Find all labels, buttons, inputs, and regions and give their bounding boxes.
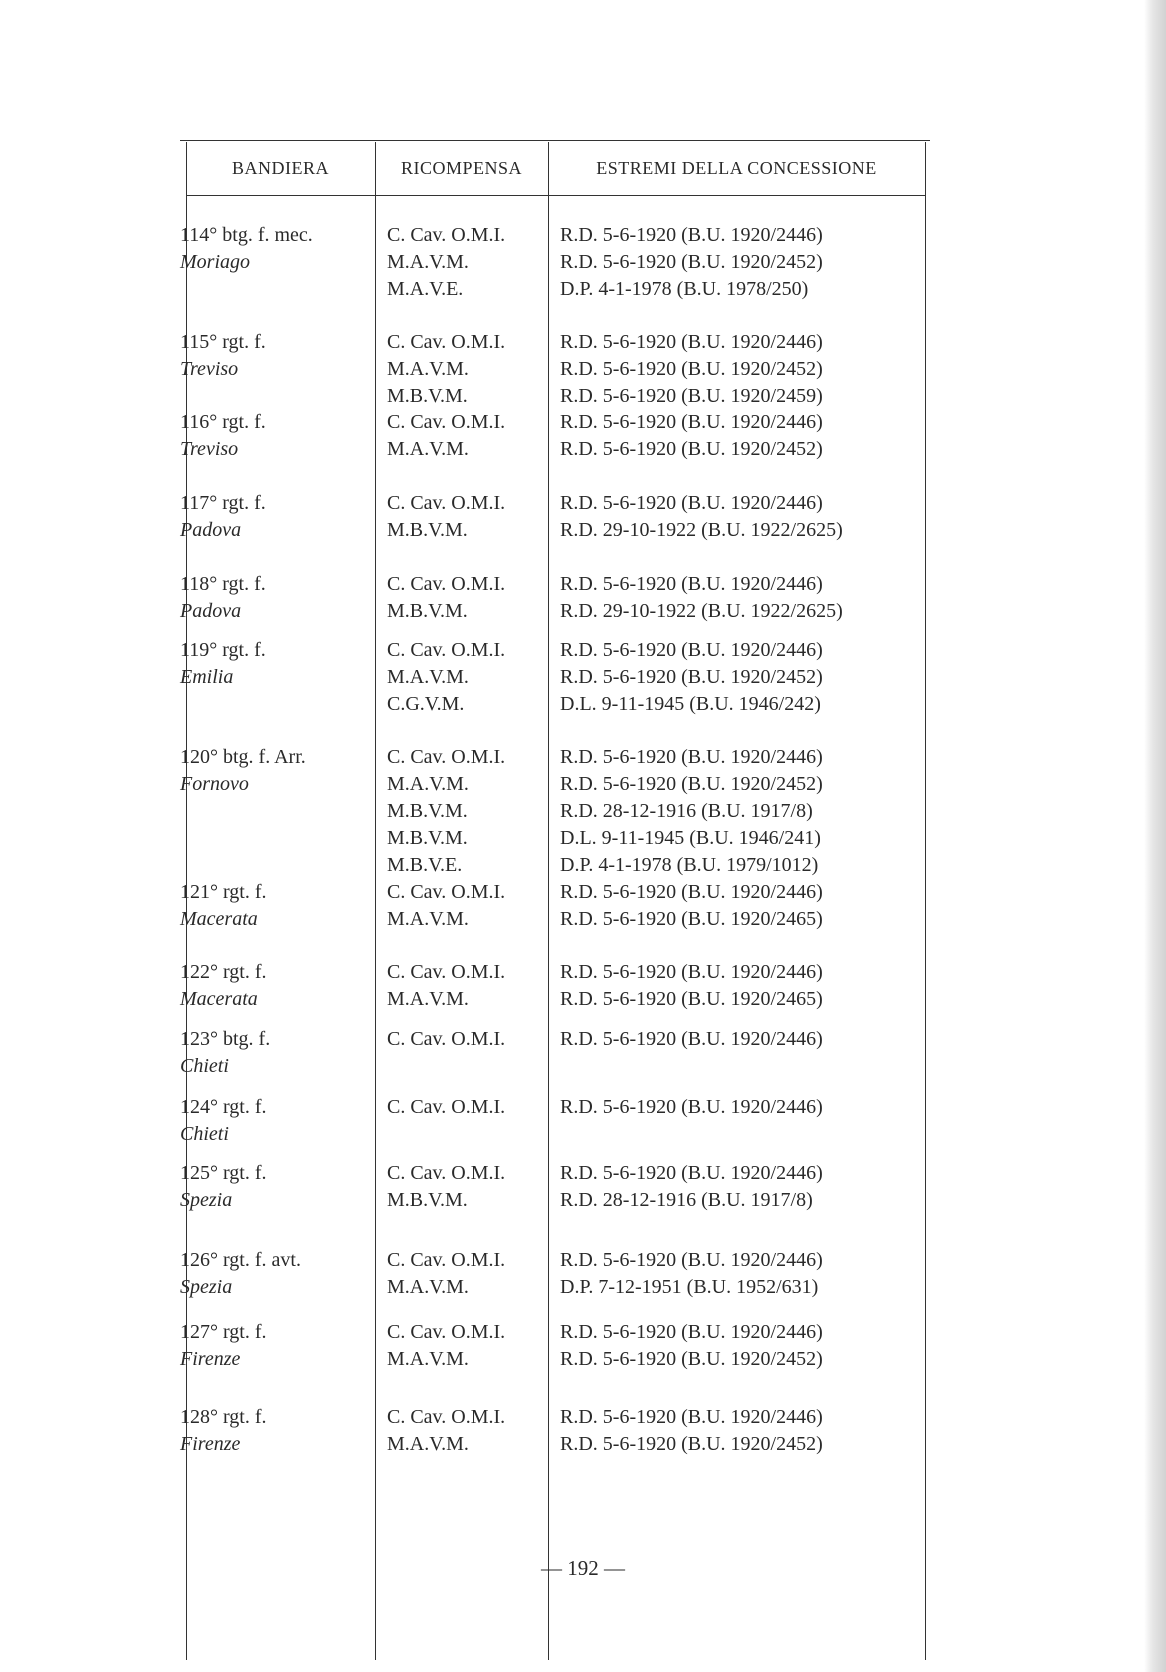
unit-name: 117° rgt. f. bbox=[180, 492, 266, 514]
estremi-cell bbox=[560, 637, 823, 718]
table-row bbox=[180, 1094, 930, 1160]
table-row bbox=[180, 1026, 930, 1094]
bandiera-cell bbox=[180, 637, 266, 691]
award-line: M.A.V.M. bbox=[387, 666, 469, 688]
estremi-cell bbox=[560, 879, 823, 933]
award-line: C. Cav. O.M.I. bbox=[387, 1406, 506, 1428]
ricompensa-cell bbox=[387, 1247, 505, 1301]
estremi-cell bbox=[560, 744, 823, 879]
concession-reference: R.D. 5-6-1920 (B.U. 1920/2446) bbox=[560, 1321, 823, 1343]
table-body bbox=[180, 222, 930, 1464]
award-line: M.A.V.E. bbox=[387, 278, 464, 300]
concession-reference: R.D. 5-6-1920 (B.U. 1920/2452) bbox=[560, 1348, 823, 1370]
bandiera-cell bbox=[180, 1404, 267, 1458]
ricompensa-cell bbox=[387, 744, 505, 879]
unit-place: Padova bbox=[180, 519, 242, 541]
estremi-cell bbox=[560, 222, 823, 303]
concession-reference: R.D. 28-12-1916 (B.U. 1917/8) bbox=[560, 800, 813, 822]
ricompensa-cell bbox=[387, 1319, 505, 1373]
unit-name: 123° btg. f. bbox=[180, 1028, 271, 1050]
unit-place: Macerata bbox=[180, 908, 258, 930]
ricompensa-cell bbox=[387, 571, 505, 625]
ricompensa-cell bbox=[387, 329, 505, 410]
table-row bbox=[180, 1404, 930, 1464]
concession-reference: R.D. 5-6-1920 (B.U. 1920/2446) bbox=[560, 961, 823, 983]
table-row bbox=[180, 409, 930, 490]
table-row bbox=[180, 1319, 930, 1404]
unit-name: 119° rgt. f. bbox=[180, 639, 266, 661]
concession-reference: R.D. 5-6-1920 (B.U. 1920/2452) bbox=[560, 438, 823, 460]
award-line: C. Cav. O.M.I. bbox=[387, 961, 506, 983]
bandiera-cell bbox=[180, 1160, 267, 1214]
table-row bbox=[180, 1160, 930, 1247]
award-line: M.B.V.M. bbox=[387, 385, 468, 407]
concession-reference: D.L. 9-11-1945 (B.U. 1946/241) bbox=[560, 827, 821, 849]
unit-name: 118° rgt. f. bbox=[180, 573, 266, 595]
award-line: C. Cav. O.M.I. bbox=[387, 492, 506, 514]
ricompensa-cell bbox=[387, 1404, 505, 1458]
unit-place: Padova bbox=[180, 600, 242, 622]
concession-reference: R.D. 5-6-1920 (B.U. 1920/2446) bbox=[560, 639, 823, 661]
concession-reference: R.D. 5-6-1920 (B.U. 1920/2465) bbox=[560, 908, 823, 930]
bandiera-cell bbox=[180, 959, 267, 1013]
award-line: C. Cav. O.M.I. bbox=[387, 1096, 506, 1118]
bandiera-cell bbox=[180, 744, 306, 798]
table-row bbox=[180, 1247, 930, 1319]
award-line: M.B.V.M. bbox=[387, 519, 468, 541]
estremi-cell bbox=[560, 1319, 823, 1373]
award-line: C.G.V.M. bbox=[387, 693, 465, 715]
award-line: C. Cav. O.M.I. bbox=[387, 1162, 506, 1184]
concession-reference: R.D. 5-6-1920 (B.U. 1920/2446) bbox=[560, 1028, 823, 1050]
ricompensa-cell bbox=[387, 1026, 505, 1053]
concession-reference: R.D. 29-10-1922 (B.U. 1922/2625) bbox=[560, 600, 843, 622]
unit-place: Emilia bbox=[180, 666, 234, 688]
award-line: M.A.V.M. bbox=[387, 908, 469, 930]
bandiera-cell bbox=[180, 1026, 270, 1080]
bandiera-cell bbox=[180, 329, 266, 383]
bandiera-cell bbox=[180, 1247, 301, 1301]
concession-reference: R.D. 5-6-1920 (B.U. 1920/2459) bbox=[560, 385, 823, 407]
award-line: M.A.V.M. bbox=[387, 773, 469, 795]
header-ricompensa: RICOMPENSA bbox=[400, 158, 523, 178]
page-number: — 192 — bbox=[541, 1556, 625, 1580]
table-row bbox=[180, 222, 930, 329]
ricompensa-cell bbox=[387, 959, 505, 1013]
header-bandiera: BANDIERA bbox=[232, 158, 329, 178]
award-line: M.B.V.E. bbox=[387, 854, 463, 876]
award-line: C. Cav. O.M.I. bbox=[387, 1321, 506, 1343]
concession-reference: R.D. 5-6-1920 (B.U. 1920/2446) bbox=[560, 1096, 823, 1118]
concession-reference: R.D. 5-6-1920 (B.U. 1920/2446) bbox=[560, 1249, 823, 1271]
award-line: M.A.V.M. bbox=[387, 251, 469, 273]
award-line: M.B.V.M. bbox=[387, 1189, 468, 1211]
concession-reference: R.D. 28-12-1916 (B.U. 1917/8) bbox=[560, 1189, 813, 1211]
concession-reference: R.D. 5-6-1920 (B.U. 1920/2446) bbox=[560, 411, 823, 433]
bandiera-cell bbox=[180, 571, 266, 625]
unit-name: 121° rgt. f. bbox=[180, 881, 267, 903]
concession-reference: R.D. 5-6-1920 (B.U. 1920/2446) bbox=[560, 881, 823, 903]
table-row bbox=[180, 490, 930, 571]
award-line: M.B.V.M. bbox=[387, 827, 468, 849]
ricompensa-cell bbox=[387, 879, 505, 933]
table-row bbox=[180, 744, 930, 879]
concession-reference: R.D. 5-6-1920 (B.U. 1920/2446) bbox=[560, 1406, 823, 1428]
table-row bbox=[180, 959, 930, 1026]
unit-name: 126° rgt. f. avt. bbox=[180, 1249, 301, 1271]
concession-reference: R.D. 5-6-1920 (B.U. 1920/2446) bbox=[560, 1162, 823, 1184]
unit-place: Treviso bbox=[180, 438, 239, 460]
estremi-cell bbox=[560, 571, 843, 625]
bandiera-cell bbox=[180, 222, 313, 276]
concession-reference: R.D. 5-6-1920 (B.U. 1920/2446) bbox=[560, 573, 823, 595]
table-row bbox=[180, 879, 930, 959]
award-line: C. Cav. O.M.I. bbox=[387, 1249, 506, 1271]
table-row bbox=[180, 571, 930, 637]
concession-reference: D.P. 7-12-1951 (B.U. 1952/631) bbox=[560, 1276, 819, 1298]
concession-reference: R.D. 29-10-1922 (B.U. 1922/2625) bbox=[560, 519, 843, 541]
bandiera-cell bbox=[180, 879, 267, 933]
estremi-cell bbox=[560, 1026, 823, 1053]
unit-place: Macerata bbox=[180, 988, 258, 1010]
estremi-cell bbox=[560, 1094, 823, 1121]
unit-place: Spezia bbox=[180, 1276, 233, 1298]
table-header-rule bbox=[186, 195, 926, 196]
concession-reference: R.D. 5-6-1920 (B.U. 1920/2446) bbox=[560, 746, 823, 768]
bandiera-cell bbox=[180, 1094, 267, 1148]
award-line: C. Cav. O.M.I. bbox=[387, 224, 506, 246]
unit-place: Firenze bbox=[180, 1433, 241, 1455]
unit-place: Spezia bbox=[180, 1189, 233, 1211]
concession-reference: R.D. 5-6-1920 (B.U. 1920/2452) bbox=[560, 251, 823, 273]
estremi-cell bbox=[560, 490, 843, 544]
unit-place: Fornovo bbox=[180, 773, 249, 795]
concession-reference: R.D. 5-6-1920 (B.U. 1920/2465) bbox=[560, 988, 823, 1010]
award-line: M.B.V.M. bbox=[387, 600, 468, 622]
estremi-cell bbox=[560, 1247, 823, 1301]
concession-reference: R.D. 5-6-1920 (B.U. 1920/2446) bbox=[560, 331, 823, 353]
award-line: M.A.V.M. bbox=[387, 988, 469, 1010]
unit-name: 125° rgt. f. bbox=[180, 1162, 267, 1184]
header-estremi: ESTREMI DELLA CONCESSIONE bbox=[596, 158, 877, 178]
ricompensa-cell bbox=[387, 1160, 505, 1214]
concession-reference: R.D. 5-6-1920 (B.U. 1920/2446) bbox=[560, 224, 823, 246]
table-row bbox=[180, 329, 930, 409]
unit-name: 114° btg. f. mec. bbox=[180, 224, 313, 246]
estremi-cell bbox=[560, 1404, 823, 1458]
page-edge-shadow bbox=[1144, 0, 1166, 1672]
estremi-cell bbox=[560, 409, 823, 463]
bandiera-cell bbox=[180, 409, 266, 463]
ricompensa-cell bbox=[387, 1094, 505, 1121]
award-line: C. Cav. O.M.I. bbox=[387, 881, 506, 903]
bandiera-cell bbox=[180, 490, 266, 544]
concession-reference: R.D. 5-6-1920 (B.U. 1920/2452) bbox=[560, 358, 823, 380]
concession-reference: R.D. 5-6-1920 (B.U. 1920/2452) bbox=[560, 773, 823, 795]
ricompensa-cell bbox=[387, 490, 505, 544]
concession-reference: D.P. 4-1-1978 (B.U. 1979/1012) bbox=[560, 854, 819, 876]
unit-name: 116° rgt. f. bbox=[180, 411, 266, 433]
award-line: C. Cav. O.M.I. bbox=[387, 331, 506, 353]
award-line: C. Cav. O.M.I. bbox=[387, 1028, 506, 1050]
unit-name: 122° rgt. f. bbox=[180, 961, 267, 983]
award-line: C. Cav. O.M.I. bbox=[387, 411, 506, 433]
concession-reference: R.D. 5-6-1920 (B.U. 1920/2446) bbox=[560, 492, 823, 514]
table-row bbox=[180, 637, 930, 744]
unit-place: Chieti bbox=[180, 1055, 229, 1077]
bandiera-cell bbox=[180, 1319, 267, 1373]
concession-reference: D.L. 9-11-1945 (B.U. 1946/242) bbox=[560, 693, 821, 715]
award-line: M.A.V.M. bbox=[387, 1276, 469, 1298]
estremi-cell bbox=[560, 329, 823, 410]
award-line: C. Cav. O.M.I. bbox=[387, 573, 506, 595]
unit-place: Firenze bbox=[180, 1348, 241, 1370]
estremi-cell bbox=[560, 959, 823, 1013]
unit-name: 120° btg. f. Arr. bbox=[180, 746, 306, 768]
award-line: M.A.V.M. bbox=[387, 1348, 469, 1370]
ricompensa-cell bbox=[387, 222, 505, 303]
unit-place: Moriago bbox=[180, 251, 250, 273]
award-line: M.B.V.M. bbox=[387, 800, 468, 822]
award-line: M.A.V.M. bbox=[387, 438, 469, 460]
concession-reference: D.P. 4-1-1978 (B.U. 1978/250) bbox=[560, 278, 809, 300]
table-header bbox=[180, 158, 930, 186]
unit-place: Chieti bbox=[180, 1123, 229, 1145]
table-top-rule bbox=[180, 140, 930, 141]
award-line: M.A.V.M. bbox=[387, 358, 469, 380]
unit-name: 128° rgt. f. bbox=[180, 1406, 267, 1428]
award-line: C. Cav. O.M.I. bbox=[387, 639, 506, 661]
unit-place: Treviso bbox=[180, 358, 239, 380]
unit-name: 124° rgt. f. bbox=[180, 1096, 267, 1118]
unit-name: 127° rgt. f. bbox=[180, 1321, 267, 1343]
unit-name: 115° rgt. f. bbox=[180, 331, 266, 353]
award-line: M.A.V.M. bbox=[387, 1433, 469, 1455]
award-line: C. Cav. O.M.I. bbox=[387, 746, 506, 768]
concession-reference: R.D. 5-6-1920 (B.U. 1920/2452) bbox=[560, 1433, 823, 1455]
estremi-cell bbox=[560, 1160, 823, 1214]
concession-reference: R.D. 5-6-1920 (B.U. 1920/2452) bbox=[560, 666, 823, 688]
ricompensa-cell bbox=[387, 409, 505, 463]
ricompensa-cell bbox=[387, 637, 505, 718]
